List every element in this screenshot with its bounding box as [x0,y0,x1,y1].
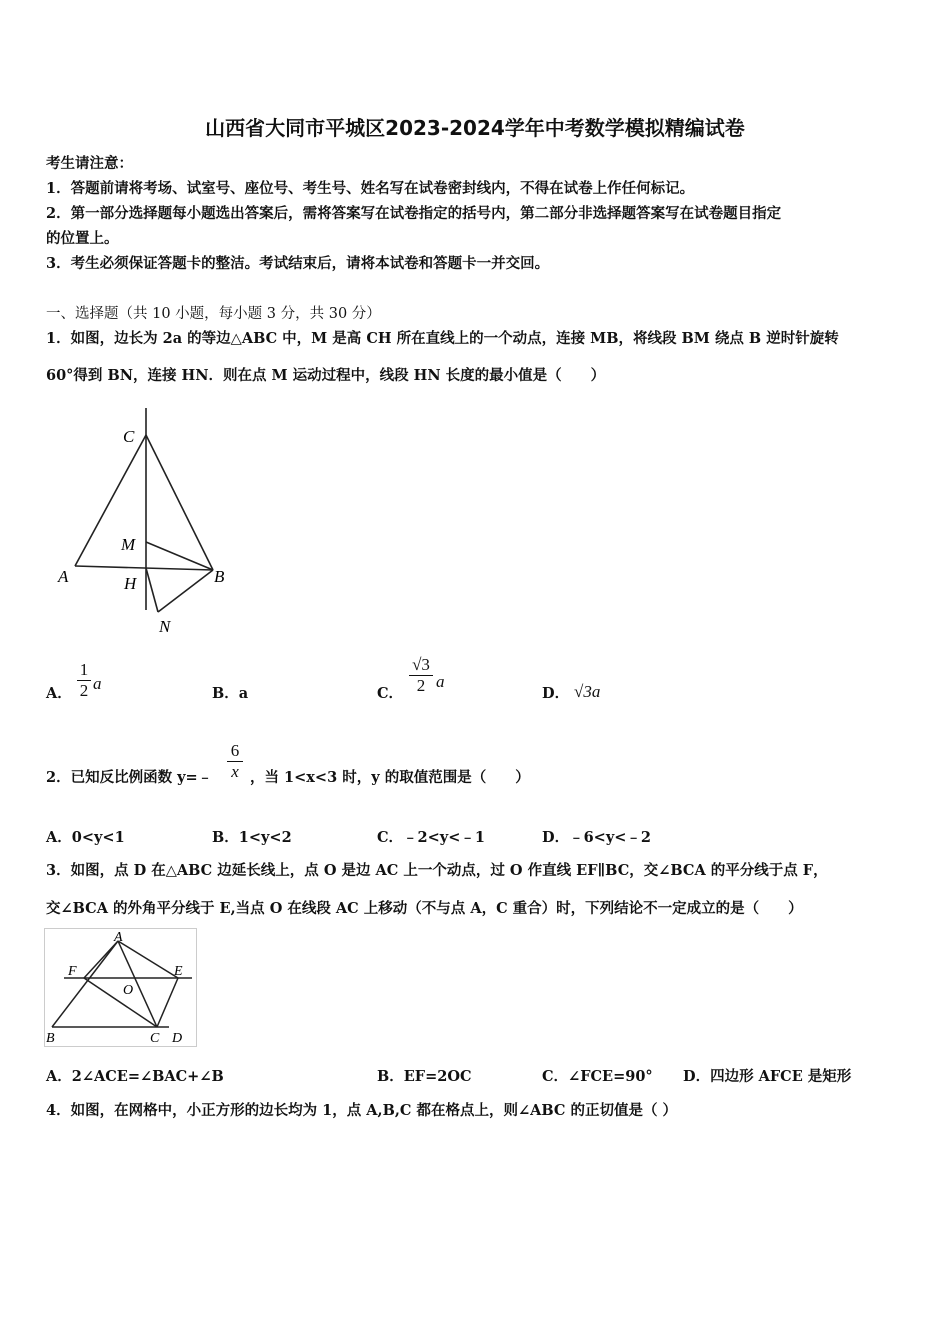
label-b: B [46,1031,55,1046]
notice-heading: 考生请注意： [46,155,133,172]
q1-option-c-num: √3 [412,655,430,674]
q2-text-suffix: ，当 1<x<3 时，y 的取值范围是（ ） [250,769,530,786]
q2-fraction-den: x [231,762,239,781]
page-title: 山西省大同市平城区2023-2024学年中考数学模拟精编试卷 [205,116,745,140]
label-a: A [58,567,69,586]
label-m: M [121,535,136,554]
label-e: E [174,964,183,979]
notice-item-3: 3．考生必须保证答题卡的整洁。考试结束后，请将本试卷和答题卡一并交回。 [46,255,550,272]
q1-option-c-var: a [436,672,445,691]
q3-figure [44,928,198,1048]
q2-fraction [226,741,244,782]
label-d: D [172,1031,183,1046]
label-b: B [214,567,225,586]
label-c: C [150,1031,160,1046]
q1-text-line2: 60°得到 BN，连接 HN．则在点 M 运动过程中，线段 HN 长度的最小值是（ ） [46,367,606,384]
q4-text-line1: 4．如图，在网格中，小正方形的边长均为 1，点 A,B,C 都在格点上，则∠ABC 的正切值是（ ） [46,1102,678,1119]
q3-text-line1: 3．如图，点 D 在△ABC 边延长线上，点 O 是边 AC 上一个动点，过 O 作直线 EF∥BC，交∠BCA 的平分线于点 F， [46,862,828,879]
q1-option-c-den: 2 [416,676,426,695]
section-heading: 一、选择题（共 10 小题，每小题 3 分，共 30 分） [46,306,381,322]
notice-item-1: 1．答题前请将考场、试室号、座位号、考生号、姓名写在试卷密封线内，不得在试卷上作任何标记。 [46,180,695,197]
q1-option-a-num: 1 [79,660,89,679]
q3-option-c: C．∠FCE=90° [542,1068,653,1085]
label-f: F [68,964,77,979]
q3-option-a: A．2∠ACE=∠BAC+∠B [46,1068,224,1085]
q2-option-c: C．﹣2<y<﹣1 [377,829,485,846]
q3-text-line2: 交∠BCA 的外角平分线于 E,当点 O 在线段 AC 上移动（不与点 A，C 重合）时，下列结论不一定成立的是（ ） [46,900,803,917]
q1-option-d-label: D． [542,685,570,702]
q2-text-prefix: 2．已知反比例函数 y=﹣ [46,769,213,786]
q2-fraction-num: 6 [230,741,240,760]
q1-option-c-fraction [408,655,434,696]
q1-option-a-den: 2 [79,681,89,700]
label-c: C [123,427,135,446]
q3-option-b: B．EF=2OC [377,1068,472,1085]
q1-option-d-expr: √3a [574,682,601,701]
q2-option-d: D．﹣6<y<﹣2 [542,829,651,846]
q1-text-line1: 1．如图，边长为 2a 的等边△ABC 中，M 是高 CH 所在直线上的一个动点，连接 MB，将线段 BM 绕点 B 逆时针旋转 [46,330,839,347]
label-a: A [114,930,123,945]
q1-triangle-figure [50,400,250,645]
q3-option-d: D．四边形 AFCE 是矩形 [683,1068,852,1085]
notice-item-2-cont: 的位置上。 [46,230,119,247]
label-h: H [124,574,137,593]
q1-option-a-fraction [76,660,92,701]
notice-item-2: 2．第一部分选择题每小题选出答案后，需将答案写在试卷指定的括号内，第二部分非选择题答案写在试卷题目指定 [46,205,782,222]
q2-option-a: A．0<y<1 [46,829,125,846]
q1-option-a-var: a [93,674,102,693]
label-n: N [159,617,171,636]
q2-option-b: B．1<y<2 [212,829,292,846]
q1-option-c-label: C． [377,685,404,702]
q1-option-a-label: A． [46,685,72,702]
label-o: O [123,983,134,998]
q1-option-b: B．a [212,685,249,702]
